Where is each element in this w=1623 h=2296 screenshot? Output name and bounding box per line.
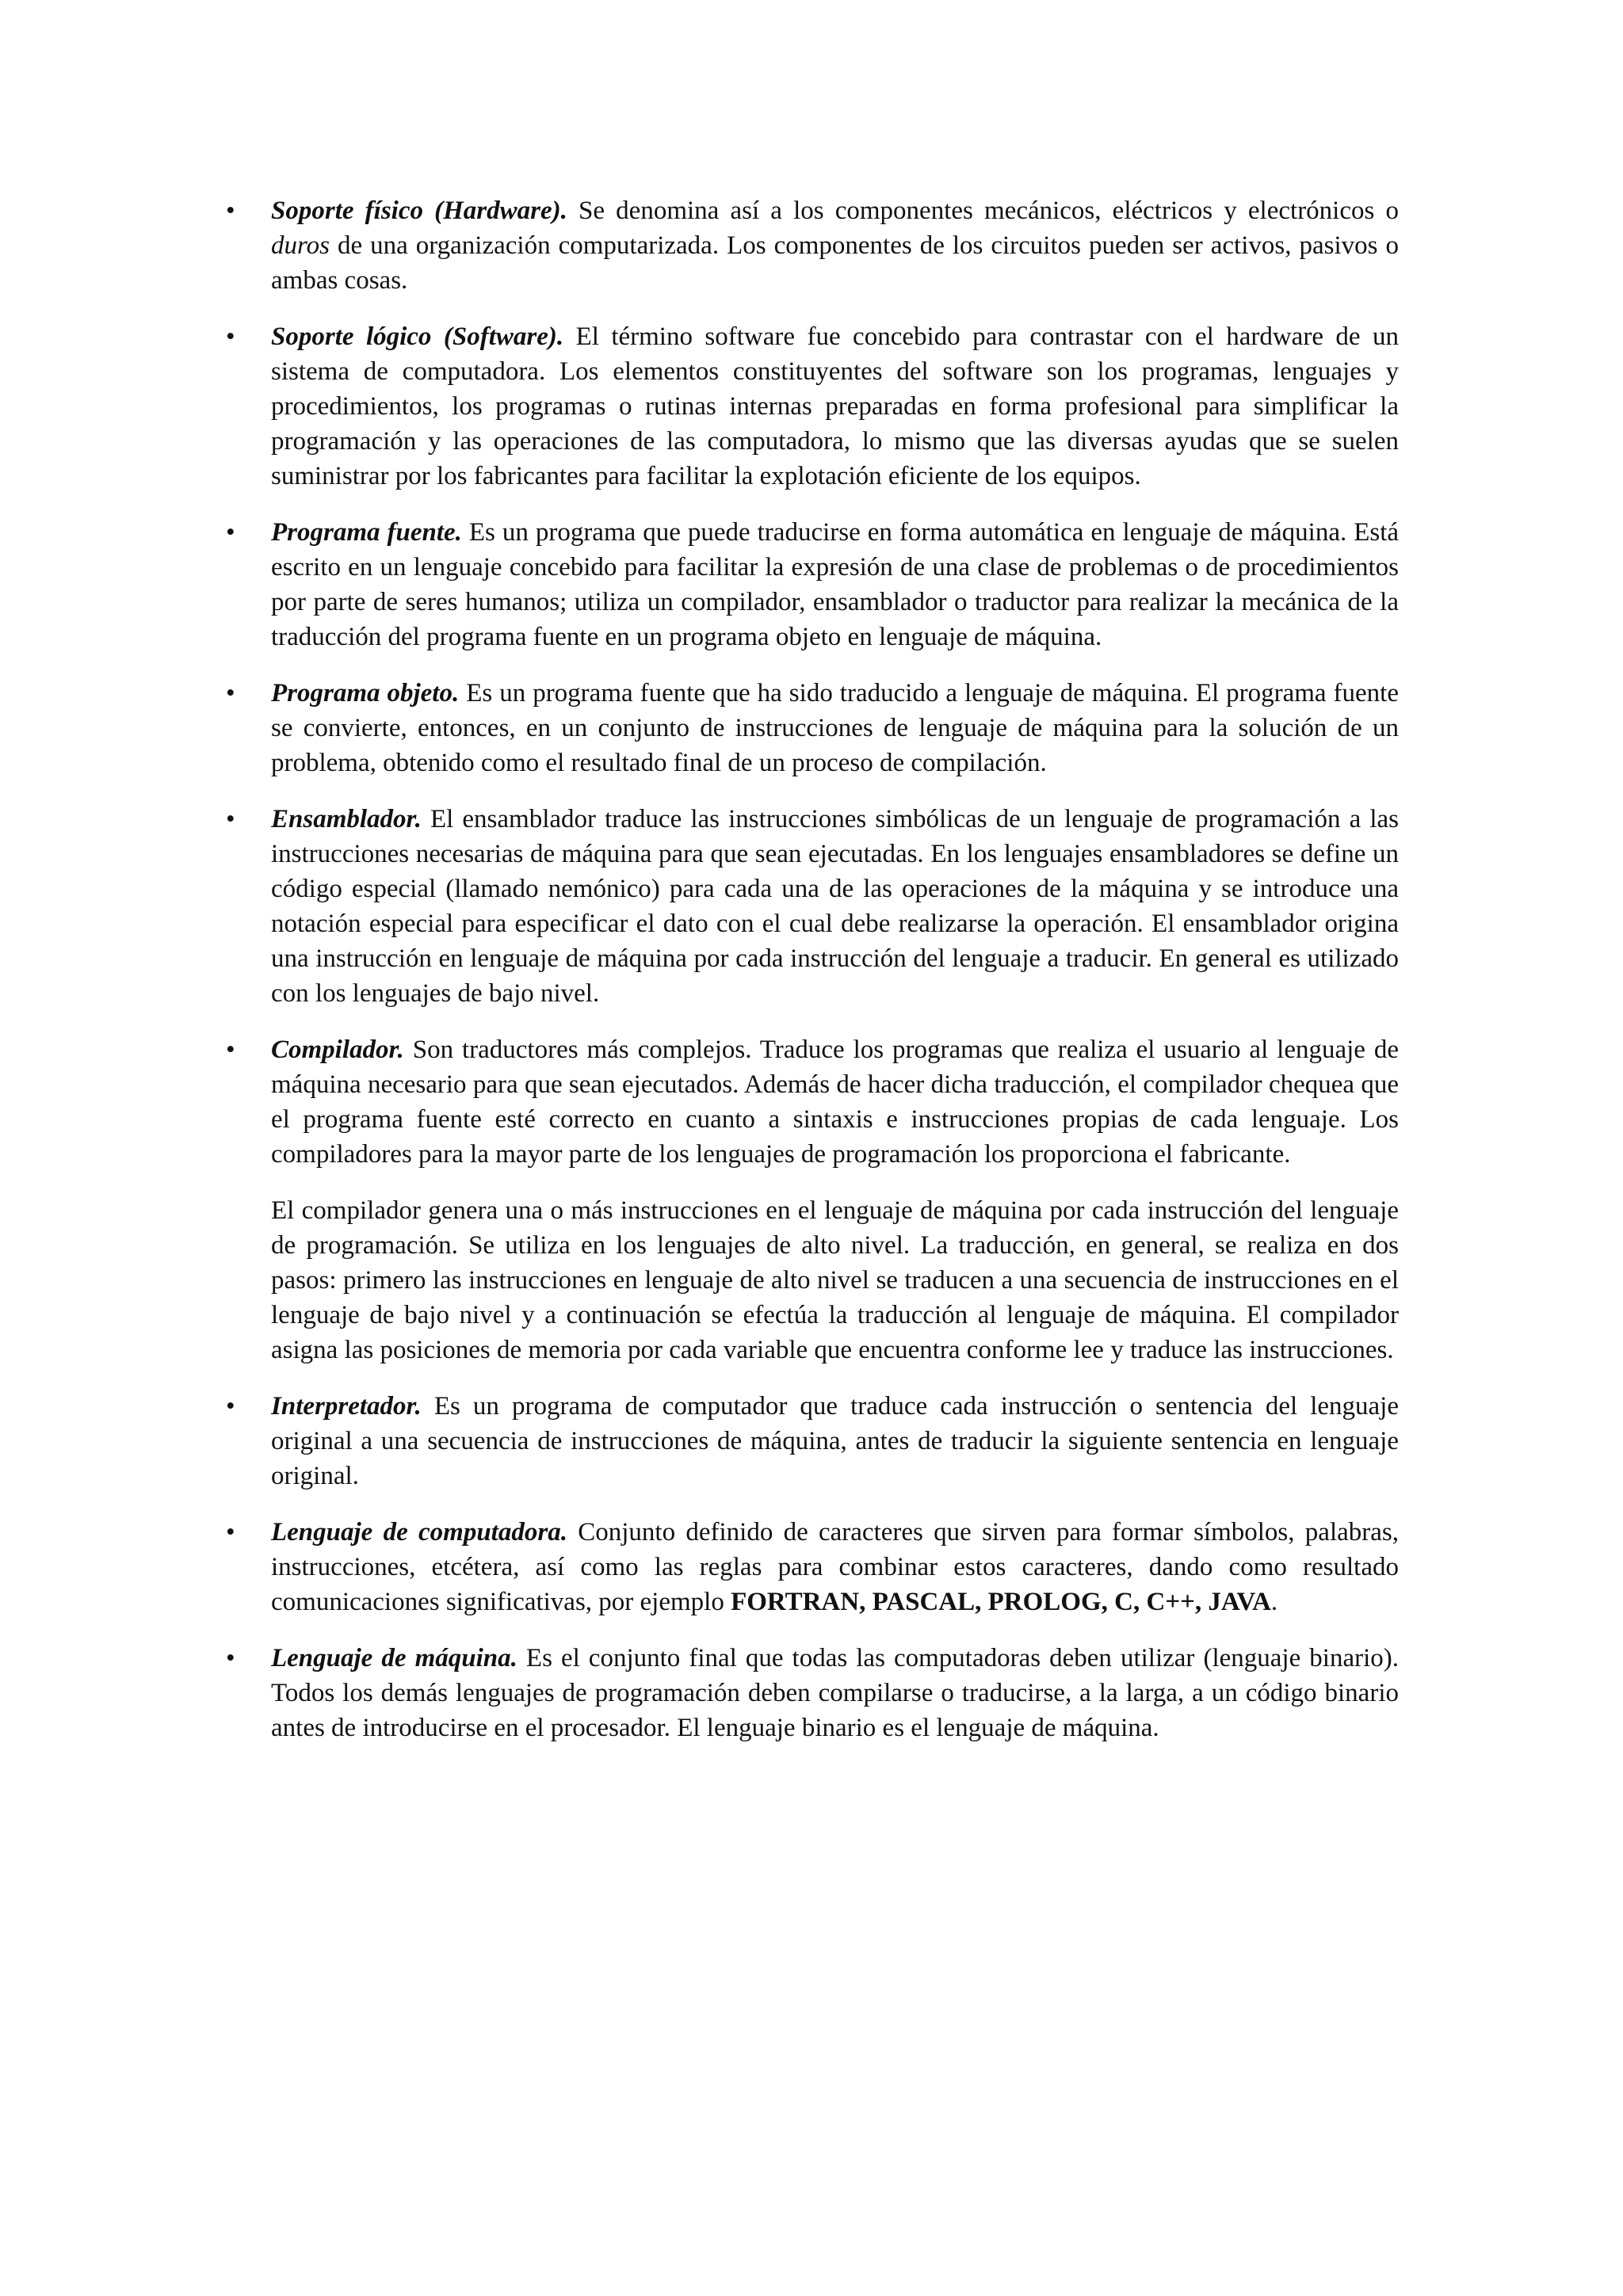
- list-item-programa-objeto: [226, 676, 1399, 780]
- item-text: [271, 676, 1399, 780]
- language-list: FORTRAN, PASCAL, PROLOG, C, C++, JAVA: [731, 1588, 1271, 1616]
- item-body: Es un programa que puede traducirse en forma automática en lenguaje de máquina. Está escrito en un lenguaje concebido para facilitar la expresión de una clase de problemas o de procedimientos por parte de seres humanos; utiliza un compilador, ensamblador o traductor para realizar la mecánica de la traducción del programa fuente en un programa objeto en lenguaje de máquina.: [271, 518, 1400, 651]
- item-text: [271, 515, 1399, 654]
- list-item-interpretador: [226, 1389, 1399, 1493]
- bullet-icon: •: [226, 1035, 235, 1064]
- term-hardware: Soporte físico (Hardware).: [271, 196, 567, 225]
- item-body: Es un programa de computador que traduce cada instrucción o sentencia del lenguaje original a una secuencia de instrucciones de máquina, antes de traducir la siguiente sentencia en lenguaje original.: [271, 1392, 1399, 1490]
- item-body: Conjunto definido de caracteres que sirven para formar símbolos, palabras, instrucciones, etcétera, así como las reglas para combinar estos caracteres, dando como resultado comunicaciones significativas, por ejemplo: [271, 1518, 1399, 1616]
- bullet-icon: •: [226, 1644, 235, 1672]
- item-text: [271, 319, 1399, 494]
- bullet-icon: •: [226, 322, 235, 351]
- list-item-lenguaje-maquina: [226, 1641, 1399, 1745]
- bullet-icon: •: [226, 805, 235, 833]
- item-text: [271, 1641, 1399, 1745]
- item-body: El ensamblador traduce las instrucciones simbólicas de un lenguaje de programación a las instrucciones necesarias de máquina para que sean ejecutadas. En los lenguajes ensambladores se define un código especial (llamado nemónico) para cada una de las operaciones de la máquina y se introduce una notación especial para especificar el dato con el cual debe realizarse la operación. El ensamblador origina una instrucción en lenguaje de máquina por cada instrucción del lenguaje a traducir. En general es utilizado con los lenguajes de bajo nivel.: [271, 805, 1399, 1008]
- bullet-icon: •: [226, 1392, 235, 1421]
- term-programa-objeto: Programa objeto.: [271, 679, 460, 707]
- compilador-extra-paragraph: El compilador genera una o más instrucciones en el lenguaje de máquina por cada instrucción del lenguaje de programación. Se utiliza en los lenguajes de alto nivel. La traducción, en general, se realiza en dos pasos: primero las instrucciones en lenguaje de alto nivel se traducen a una secuencia de instrucciones en el lenguaje de bajo nivel y a continuación se efectúa la traducción al lenguaje de máquina. El compilador asigna las posiciones de memoria por cada variable que encuentra conforme lee y traduce las instrucciones.: [271, 1196, 1399, 1364]
- list-item-ensamblador: [226, 802, 1399, 1011]
- item-text: [271, 193, 1399, 298]
- item-tail: .: [1270, 1588, 1278, 1616]
- item-body-cont: de una organización computarizada. Los componentes de los circuitos pueden ser activos, pasivos o ambas cosas.: [271, 231, 1399, 295]
- item-text: [271, 1032, 1399, 1172]
- list-item-software: [226, 319, 1399, 494]
- term-interpretador: Interpretador.: [271, 1392, 422, 1421]
- item-text: [271, 1389, 1399, 1493]
- term-compilador: Compilador.: [271, 1035, 404, 1064]
- list-item-lenguaje-computadora: [226, 1515, 1399, 1619]
- term-ensamblador: Ensamblador.: [271, 805, 422, 833]
- bullet-icon: •: [226, 679, 235, 707]
- bullet-icon: •: [226, 518, 235, 547]
- item-text: [271, 802, 1399, 1011]
- item-body: El término software fue concebido para contrastar con el hardware de un sistema de computadora. Los elementos constituyentes del software son los programas, lenguajes y procedimientos, los programas o rutinas internas preparadas en forma profesional para simplificar la programación y las operaciones de las computadora, lo mismo que las diversas ayudas que se suelen suministrar por los fabricantes para facilitar la explotación eficiente de los equipos.: [271, 322, 1399, 490]
- term-programa-fuente: Programa fuente.: [271, 518, 462, 547]
- list-item-hardware: [226, 193, 1399, 298]
- item-body: Es un programa fuente que ha sido traducido a lenguaje de máquina. El programa fuente se convierte, entonces, en un conjunto de instrucciones de lenguaje de máquina para la solución de un problema, obtenido como el resultado final de un proceso de compilación.: [271, 679, 1399, 777]
- list-item-programa-fuente: [226, 515, 1399, 654]
- term-lenguaje-maquina: Lenguaje de máquina.: [271, 1644, 517, 1672]
- term-software: Soporte lógico (Software).: [271, 322, 564, 351]
- bullet-icon: •: [226, 196, 235, 225]
- item-text: [271, 1515, 1399, 1619]
- item-body: Es el conjunto final que todas las computadoras deben utilizar (lenguaje binario). Todos los demás lenguajes de programación deben compilarse o traducirse, a la larga, a un código binario antes de introducirse en el procesador. El lenguaje binario es el lenguaje de máquina.: [271, 1644, 1399, 1742]
- list-item-compilador: [226, 1032, 1399, 1367]
- document-page: [226, 193, 1399, 1767]
- item-body: Se denomina así a los componentes mecánicos, eléctricos y electrónicos o: [567, 196, 1399, 225]
- item-body: Son traductores más complejos. Traduce los programas que realiza el usuario al lenguaje de máquina necesario para que sean ejecutados. Además de hacer dicha traducción, el compilador chequea que el programa fuente esté correcto en cuanto a sintaxis e instrucciones propias de cada lenguaje. Los compiladores para la mayor parte de los lenguajes de programación los proporciona el fabricante.: [271, 1035, 1399, 1169]
- emphasis: duros: [271, 231, 330, 260]
- term-lenguaje-computadora: Lenguaje de computadora.: [271, 1518, 567, 1547]
- bullet-icon: •: [226, 1518, 235, 1547]
